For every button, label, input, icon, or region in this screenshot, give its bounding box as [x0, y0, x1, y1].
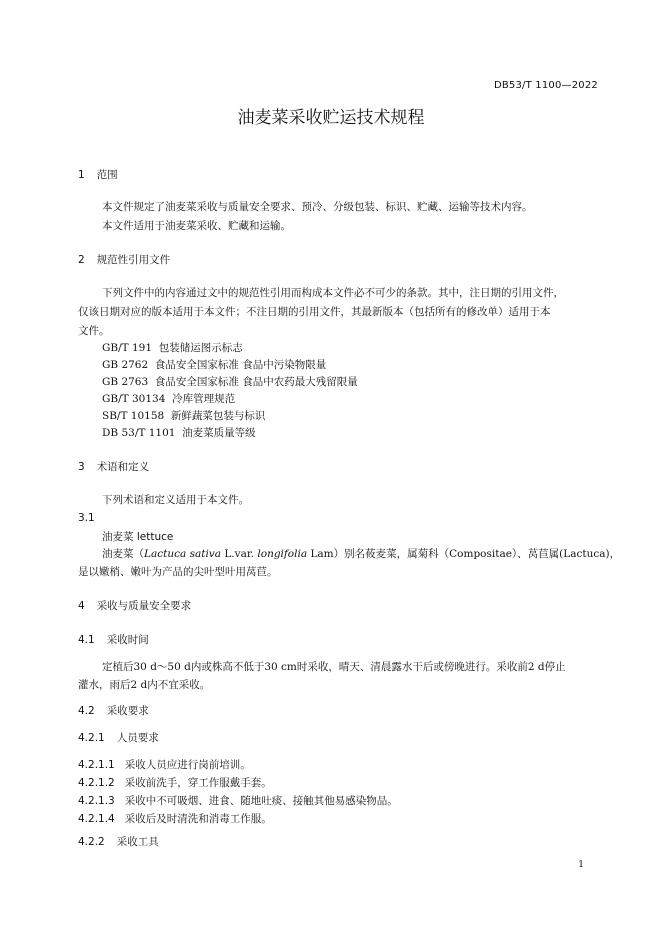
reference-name: 食品安全国家标准 食品中污染物限量 [154, 359, 327, 371]
subsection-number: 4.2 [78, 705, 95, 717]
clause-number: 4.2.1.4 [78, 813, 115, 825]
definition-text: Lam）别名莜麦菜，属菊科（Compositae）、莴苣属(Lactuca)， [307, 548, 621, 560]
clause-number: 4.2.1.1 [78, 759, 115, 771]
document-title: 油麦菜采收贮运技术规程 [237, 108, 425, 128]
reference-code: GB/T 191 [102, 342, 153, 354]
subsection-4-2-2-heading [78, 834, 159, 849]
paragraph-line: 下列文件中的内容通过文中的规范性引用而构成本文件必不可少的条款。其中，注日期的引用文件， [102, 287, 564, 299]
definition-text: 油麦菜（ [102, 548, 144, 560]
paragraph: 本文件适用于油麦菜采收、贮藏和运输。 [102, 220, 291, 232]
paragraph-line: 定植后30 d～50 d内或株高不低于30 cm时采收，晴天、清晨露水干后或傍晚进行。采收前2 d停止 [102, 661, 566, 673]
reference-name: 新鲜蔬菜包装与标识 [170, 410, 266, 422]
section-1-heading [78, 167, 118, 182]
clause-item [78, 757, 251, 772]
reference-item [102, 340, 243, 355]
paragraph-line: 灌水，雨后2 d内不宜采收。 [78, 679, 211, 691]
clause-item [78, 811, 272, 826]
reference-name: 食品安全国家标准 食品中农药最大残留限量 [154, 376, 358, 388]
document-code: DB53/T 1100—2022 [493, 80, 598, 91]
clause-text: 采收人员应进行岗前培训。 [124, 759, 251, 771]
section-title: 术语和定义 [96, 461, 150, 473]
section-number: 1 [78, 169, 85, 181]
reference-code: DB 53/T 1101 [102, 427, 176, 439]
clause-item [78, 793, 398, 808]
clause-number: 4.2.1.2 [78, 777, 115, 789]
clause-text: 采收后及时清洗和消毒工作服。 [124, 813, 272, 825]
subsection-4-2-1-heading [78, 730, 159, 745]
section-number: 4 [78, 600, 85, 612]
subsection-title: 采收时间 [106, 634, 149, 646]
paragraph: 下列术语和定义适用于本文件。 [102, 494, 249, 506]
reference-item [102, 357, 326, 372]
reference-item [102, 408, 265, 423]
section-title: 采收与质量安全要求 [96, 600, 192, 612]
reference-name: 油麦菜质量等级 [182, 427, 256, 439]
reference-code: GB 2763 [102, 376, 149, 388]
term-definition-line: 是以嫩梢、嫩叶为产品的尖叶型叶用莴苣。 [78, 566, 278, 578]
section-number: 2 [78, 254, 85, 266]
reference-item [102, 425, 256, 440]
term-number: 3.1 [78, 512, 95, 524]
page-number: 1 [578, 860, 584, 870]
subsection-title: 采收要求 [106, 705, 149, 717]
subsection-number: 4.2.2 [78, 836, 105, 848]
clause-item [78, 775, 272, 790]
reference-name: 包装储运图示标志 [158, 342, 243, 354]
reference-code: GB 2762 [102, 359, 149, 371]
clause-text: 采收前洗手，穿工作服戴手套。 [124, 777, 272, 789]
paragraph: 本文件规定了油麦菜采收与质量安全要求、预冷、分级包装、标识、贮藏、运输等技术内容。 [102, 201, 533, 213]
latin-name: Lactuca sativa [144, 548, 221, 560]
section-title: 范围 [96, 169, 118, 181]
clause-number: 4.2.1.3 [78, 795, 115, 807]
term-definition [102, 546, 620, 561]
section-4-heading [78, 598, 191, 613]
subsection-title: 采收工具 [116, 836, 159, 848]
section-2-heading [78, 252, 170, 267]
reference-name: 冷库管理规范 [172, 393, 236, 405]
paragraph-line: 仅该日期对应的版本适用于本文件；不注日期的引用文件，其最新版本（包括所有的修改单）适用于本 [78, 306, 551, 318]
subsection-number: 4.1 [78, 634, 95, 646]
section-number: 3 [78, 461, 85, 473]
subsection-number: 4.2.1 [78, 732, 105, 744]
reference-item [102, 374, 358, 389]
subsection-4-1-heading [78, 632, 149, 647]
latin-name: longifolia [257, 548, 308, 560]
section-title: 规范性引用文件 [96, 254, 171, 266]
reference-code: SB/T 10158 [102, 410, 165, 422]
clause-text: 采收中不可吸烟、进食、随地吐痰、接触其他易感染物品。 [124, 795, 398, 807]
reference-item [102, 391, 235, 406]
subsection-4-2-heading [78, 703, 149, 718]
paragraph-line: 文件。 [78, 325, 110, 337]
reference-code: GB/T 30134 [102, 393, 166, 405]
definition-text: L.var. [221, 548, 258, 560]
term-heading: 油麦菜 lettuce [102, 531, 174, 543]
subsection-title: 人员要求 [116, 732, 159, 744]
section-3-heading [78, 459, 149, 474]
